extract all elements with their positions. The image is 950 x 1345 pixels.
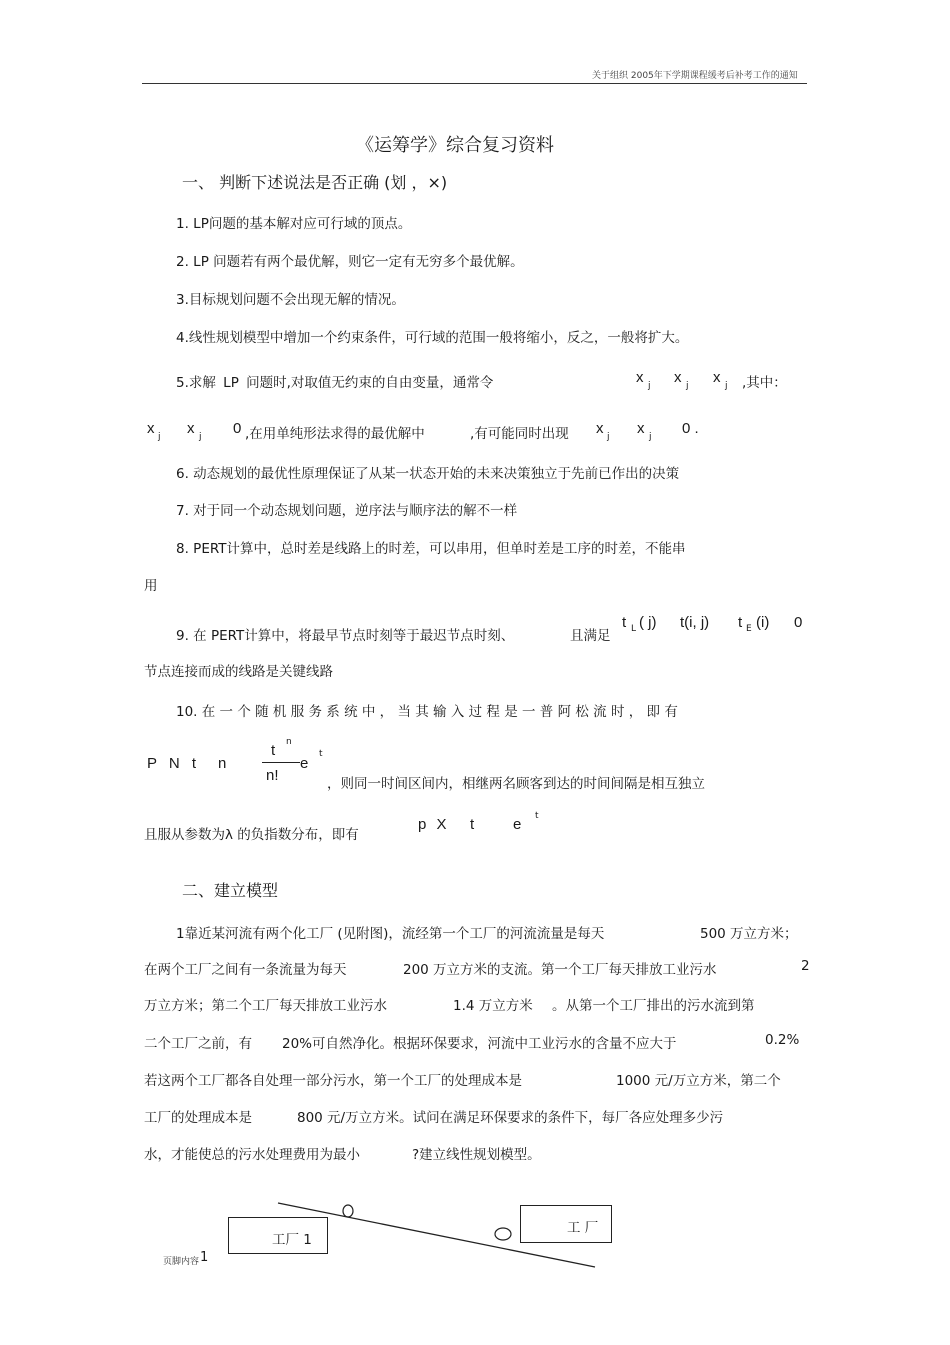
item5-x: x xyxy=(147,420,155,437)
item9-paren-j: ( j) xyxy=(639,614,657,631)
item5-zero: 0 xyxy=(233,420,242,437)
item5-sub-j: j xyxy=(648,381,651,391)
item-10-line1: 10. 在 一 个 随 机 服 务 系 统 中 ， 当 其 输 入 过 程 是 一 普 阿 松 流 时 ， 即 有 xyxy=(176,704,678,720)
item5-sub-j: j xyxy=(686,381,689,391)
item-6: 6. 动态规划的最优性原理保证了从某一状态开始的未来决策独立于先前已作出的决策 xyxy=(176,466,680,482)
factory-2-box xyxy=(520,1205,612,1243)
outlet-circle-2 xyxy=(495,1228,511,1240)
model-line-3-mid: 1.4 万立方米 xyxy=(453,998,533,1014)
item5-sub-j: j xyxy=(607,432,610,442)
item9-sub-E: E xyxy=(746,624,752,634)
model-line-4-right: 0.2% xyxy=(765,1032,800,1048)
formula-denominator: n! xyxy=(266,767,279,784)
model-line-7: 水，才能使总的污水处理费用为最小 xyxy=(144,1147,360,1163)
item5-sub-j: j xyxy=(199,432,202,442)
item9-t: t xyxy=(622,614,627,631)
item9-zero: 0 xyxy=(794,614,803,631)
item-5-text-c: ,在用单纯形法求得的最优解中 xyxy=(245,426,425,442)
item-8-line1: 8. PERT计算中，总时差是线路上的时差，可以串用，但单时差是工序的时差，不能串 xyxy=(176,541,686,557)
model-line-1-right: 500 万立方米； xyxy=(700,926,798,942)
item-4: 4.线性规划模型中增加一个约束条件，可行域的范围一般将缩小，反之，一般将扩大。 xyxy=(176,330,689,346)
item-9-text-b: 且满足 xyxy=(570,628,611,644)
model-line-3-right: 。从第一个工厂排出的污水流到第 xyxy=(552,998,755,1014)
item-10-line2: ，则同一时间区间内，相继两名顾客到达的时间间隔是相互独立 xyxy=(327,776,705,792)
formula-sup-t: t xyxy=(535,811,539,821)
formula-e: e xyxy=(300,755,309,772)
formula-PNt: P N t xyxy=(147,755,197,772)
model-line-5-mid: 1000 元/万立方米，第二个 xyxy=(616,1073,781,1089)
formula-t: t xyxy=(470,816,475,833)
item5-zero-dot: 0 . xyxy=(682,420,699,437)
model-line-1: 1靠近某河流有两个化工厂 (见附图)，流经第一个工厂的河流流量是每天 xyxy=(176,926,605,942)
model-line-5: 若这两个工厂都各自处理一部分污水，第一个工厂的处理成本是 xyxy=(144,1073,522,1089)
item5-x: x xyxy=(713,369,721,386)
factory-1-box xyxy=(228,1217,328,1254)
item9-sub-L: L xyxy=(631,624,637,634)
formula-e: e xyxy=(513,816,522,833)
item-5-text-b: ,其中： xyxy=(742,375,787,391)
item5-x: x xyxy=(596,420,604,437)
item-1: 1. LP问题的基本解对应可行域的顶点。 xyxy=(176,216,412,232)
item9-paren-i: (i) xyxy=(756,614,770,631)
section2-heading: 二、建立模型 xyxy=(182,881,279,900)
document-title: 《运筹学》综合复习资料 xyxy=(356,135,554,156)
item-8-line2: 用 xyxy=(144,578,158,594)
item9-t: t xyxy=(738,614,743,631)
item-5-text-d: ,有可能同时出现 xyxy=(470,426,569,442)
item-5-text-a: 5.求解 LP 问题时,对取值无约束的自由变量，通常令 xyxy=(176,375,494,391)
page-header-text: 关于组织 2005年下学期课程缓考后补考工作的通知 xyxy=(592,71,798,81)
factory-1-label: 工厂 1 xyxy=(272,1232,312,1248)
model-line-6-mid: 800 元/万立方米。试问在满足环保要求的条件下，每厂各应处理多少污 xyxy=(297,1110,724,1126)
item-9-line2: 节点连接而成的线路是关键线路 xyxy=(144,664,333,680)
item5-x: x xyxy=(636,369,644,386)
model-line-2: 在两个工厂之间有一条流量为每天 xyxy=(144,962,347,978)
item5-x: x xyxy=(674,369,682,386)
factory-2-label: 工 厂 xyxy=(567,1220,599,1236)
model-line-7-mid: ?建立线性规划模型。 xyxy=(412,1147,541,1163)
item-9-text-a: 9. 在 PERT计算中，将最早节点时刻等于最迟节点时刻、 xyxy=(176,628,515,644)
item5-x: x xyxy=(637,420,645,437)
item9-tij: t(i, j) xyxy=(680,614,710,631)
item-3: 3.目标规划问题不会出现无解的情况。 xyxy=(176,292,405,308)
model-line-6: 工厂的处理成本是 xyxy=(144,1110,252,1126)
formula-n: n xyxy=(218,755,227,772)
model-line-4: 二个工厂之前，有 xyxy=(144,1036,252,1052)
item5-sub-j: j xyxy=(649,432,652,442)
item5-x: x xyxy=(187,420,195,437)
model-line-2-mid: 200 万立方米的支流。第一个工厂每天排放工业污水 xyxy=(403,962,717,978)
item5-sub-j: j xyxy=(158,432,161,442)
item-10-line3: 且服从参数为λ 的负指数分布，即有 xyxy=(144,827,359,843)
item-2: 2. LP 问题若有两个最优解，则它一定有无穷多个最优解。 xyxy=(176,254,524,270)
formula-pX: p X xyxy=(418,816,447,833)
model-line-2-right: 2 xyxy=(801,958,810,974)
outlet-circle-1 xyxy=(343,1205,353,1217)
item-7: 7. 对于同一个动态规划问题，逆序法与顺序法的解不一样 xyxy=(176,503,518,519)
footer-page-number: 1 xyxy=(200,1250,209,1265)
formula-numerator-t: t xyxy=(271,742,276,759)
model-line-4-mid: 20%可自然净化。根据环保要求，河流中工业污水的含量不应大于 xyxy=(282,1036,677,1052)
section1-heading: 一、 判断下述说法是否正确 (划 ，×) xyxy=(182,173,448,192)
formula-sup-n: n xyxy=(286,737,292,747)
footer-text: 页脚内容 xyxy=(163,1257,200,1267)
formula-sup-t: t xyxy=(319,749,323,759)
item5-sub-j: j xyxy=(725,381,728,391)
model-line-3: 万立方米；第二个工厂每天排放工业污水 xyxy=(144,998,387,1014)
